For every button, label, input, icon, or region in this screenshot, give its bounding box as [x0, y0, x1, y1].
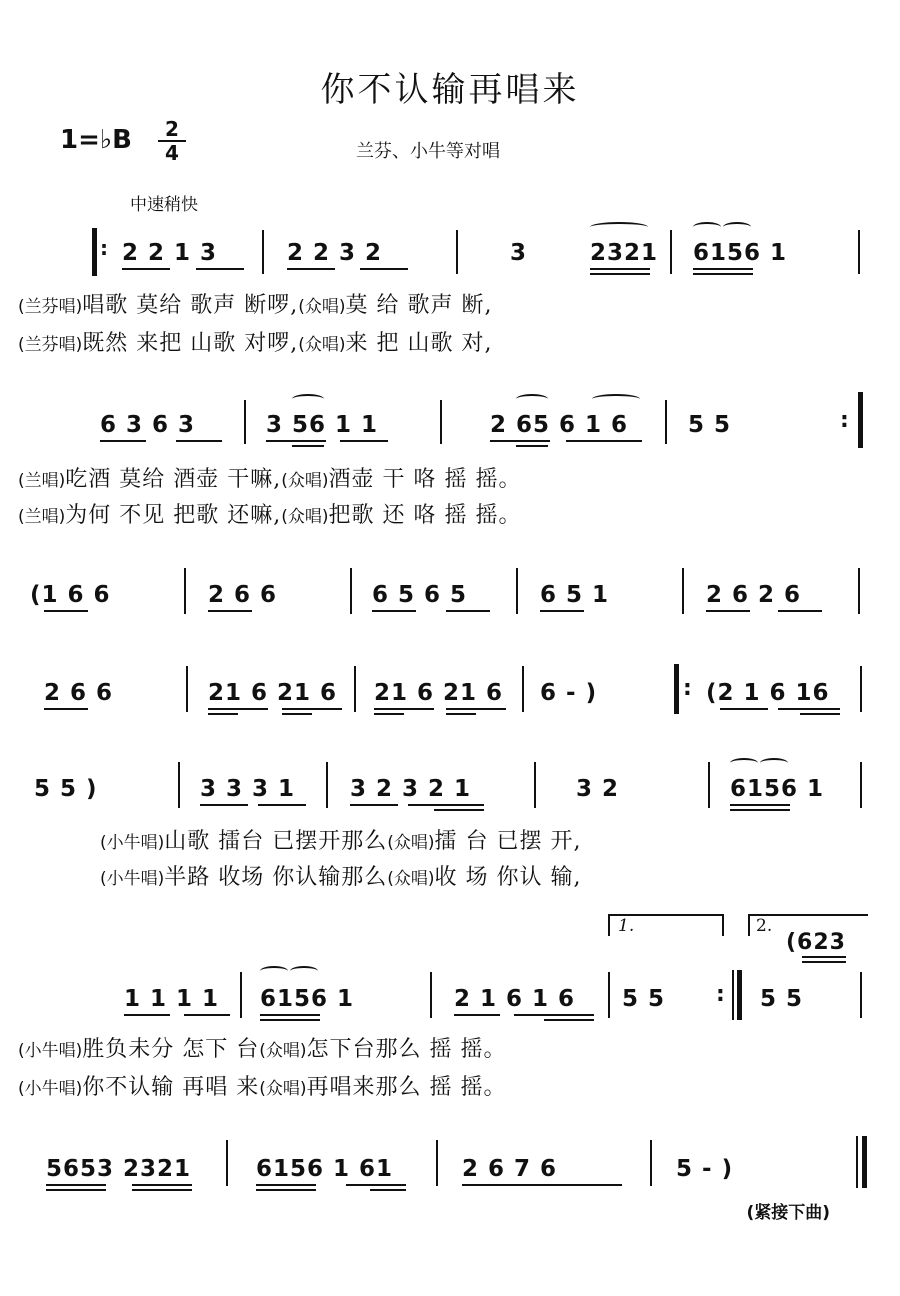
- measure-notes: 5 5 ): [34, 776, 98, 802]
- barline: [708, 762, 710, 808]
- measure-notes: 3: [510, 240, 528, 266]
- barline: [650, 1140, 652, 1186]
- time-signature-bottom: 4: [165, 141, 179, 165]
- measure-notes: 3 56 1 1: [266, 412, 379, 438]
- barline: [860, 762, 862, 808]
- singer-role: (众唱): [298, 335, 346, 355]
- measure-notes: 2 1 6 1 6: [454, 986, 576, 1012]
- measure-notes: 6 5 1: [540, 582, 610, 608]
- time-signature: [158, 118, 186, 164]
- barline: [860, 666, 862, 712]
- barline: [456, 230, 458, 274]
- volta-1-label: 1.: [618, 916, 635, 936]
- measure-notes: 2 6 2 6: [706, 582, 802, 608]
- barline: [522, 666, 524, 712]
- slur: [592, 394, 640, 404]
- slur: [693, 222, 721, 232]
- barline: [608, 972, 610, 1018]
- barline: [350, 568, 352, 614]
- lyric-line: (小牛唱)胜负未分 怎下 台(众唱)怎下台那么 摇 摇。: [18, 1037, 507, 1062]
- final-barline: [856, 1136, 858, 1188]
- measure-notes: 5 - ): [676, 1156, 734, 1182]
- singer-role: (小牛唱): [18, 1079, 83, 1099]
- time-signature-top: 2: [158, 118, 186, 142]
- measure-notes: 2 2 3 2: [287, 240, 383, 266]
- barline: [665, 400, 667, 444]
- measure-notes: 2 2 1 3: [122, 240, 218, 266]
- barline: [184, 568, 186, 614]
- measure-notes: 6156 1: [260, 986, 355, 1012]
- slur: [516, 394, 548, 404]
- slur: [260, 966, 288, 976]
- singers-credit: 兰芬、小牛等对唱: [356, 141, 500, 162]
- measure-notes: (2 1 6 16: [706, 680, 830, 706]
- measure-notes: 6 - ): [540, 680, 598, 706]
- repeat-end-barline: [858, 392, 863, 448]
- barline: [682, 568, 684, 614]
- measure-notes: 5 5: [622, 986, 666, 1012]
- lyric-line: (小牛唱)山歌 擂台 已摆开那么(众唱)擂 台 已摆 开,: [100, 829, 582, 854]
- barline: [858, 230, 860, 274]
- measure-notes: 21 6 21 6: [374, 680, 504, 706]
- singer-role: (众唱): [259, 1041, 307, 1061]
- barline: [240, 972, 242, 1018]
- measure-notes: 3 3 3 1: [200, 776, 296, 802]
- barline: [440, 400, 442, 444]
- slur: [730, 758, 758, 768]
- measure-notes: 6 3 6 3: [100, 412, 196, 438]
- barline: [326, 762, 328, 808]
- singer-role: (众唱): [281, 471, 329, 491]
- singer-role: (兰唱): [18, 507, 66, 527]
- measure-notes: (1 6 6: [30, 582, 111, 608]
- lyric-line: (兰唱)为何 不见 把歌 还嘛,(众唱)把歌 还 咯 摇 摇。: [18, 503, 522, 528]
- singer-role: (小牛唱): [100, 833, 165, 853]
- barline: [858, 568, 860, 614]
- barline: [670, 230, 672, 274]
- volta-2-label: 2.: [756, 916, 773, 936]
- barline: [244, 400, 246, 444]
- song-title: 你不认输再唱来: [320, 70, 580, 110]
- slur: [723, 222, 751, 232]
- continuation-note: (紧接下曲): [746, 1203, 830, 1223]
- barline: [186, 666, 188, 712]
- repeat-start-barline: [92, 228, 97, 276]
- slur: [290, 966, 318, 976]
- singer-role: (兰唱): [18, 471, 66, 491]
- measure-notes: 1 1 1 1: [124, 986, 220, 1012]
- measure-notes: 6156 1 61: [256, 1156, 394, 1182]
- measure-notes: 21 6 21 6: [208, 680, 338, 706]
- repeat-end-barline: [732, 970, 734, 1020]
- singer-role: (众唱): [259, 1079, 307, 1099]
- barline: [178, 762, 180, 808]
- slur: [292, 394, 324, 404]
- singer-role: (众唱): [281, 507, 329, 527]
- measure-notes: 2 6 6: [44, 680, 114, 706]
- singer-role: (众唱): [387, 833, 435, 853]
- singer-role: (兰芬唱): [18, 335, 83, 355]
- barline: [430, 972, 432, 1018]
- lyric-line: (兰芬唱)既然 来把 山歌 对啰,(众唱)来 把 山歌 对,: [18, 331, 493, 356]
- key-signature: 1=♭B: [60, 125, 132, 155]
- measure-notes: 5653 2321: [46, 1156, 192, 1182]
- lyric-line: (小牛唱)你不认输 再唱 来(众唱)再唱来那么 摇 摇。: [18, 1075, 507, 1100]
- barline: [534, 762, 536, 808]
- singer-role: (众唱): [298, 297, 346, 317]
- barline: [860, 972, 862, 1018]
- measure-notes: 2 6 6: [208, 582, 278, 608]
- repeat-start-barline: [674, 664, 679, 714]
- singer-role: (小牛唱): [100, 869, 165, 889]
- barline: [516, 568, 518, 614]
- slur: [590, 222, 648, 232]
- lyric-line: (小牛唱)半路 收场 你认输那么(众唱)收 场 你认 输,: [100, 865, 582, 890]
- measure-notes: (623: [786, 930, 846, 955]
- measure-notes: 6156 1: [730, 776, 825, 802]
- barline: [354, 666, 356, 712]
- measure-notes: 3 2 3 2 1: [350, 776, 472, 802]
- lyric-line: (兰唱)吃酒 莫给 酒壶 干嘛,(众唱)酒壶 干 咯 摇 摇。: [18, 467, 522, 492]
- measure-notes: 5 5: [688, 412, 732, 438]
- barline: [262, 230, 264, 274]
- lyric-line: (兰芬唱)唱歌 莫给 歌声 断啰,(众唱)莫 给 歌声 断,: [18, 293, 493, 318]
- slur: [760, 758, 788, 768]
- measure-notes: 6156 1: [693, 240, 788, 266]
- measure-notes: 6 5 6 5: [372, 582, 468, 608]
- measure-notes: 3 2: [576, 776, 620, 802]
- measure-notes: 2 65 6 1 6: [490, 412, 629, 438]
- singer-role: (众唱): [387, 869, 435, 889]
- measure-notes: 5 5: [760, 986, 804, 1012]
- barline: [436, 1140, 438, 1186]
- measure-notes: 2321: [590, 240, 659, 266]
- measure-notes: 2 6 7 6: [462, 1156, 558, 1182]
- singer-role: (兰芬唱): [18, 297, 83, 317]
- singer-role: (小牛唱): [18, 1041, 83, 1061]
- barline: [226, 1140, 228, 1186]
- tempo-marking: 中速稍快: [130, 195, 198, 215]
